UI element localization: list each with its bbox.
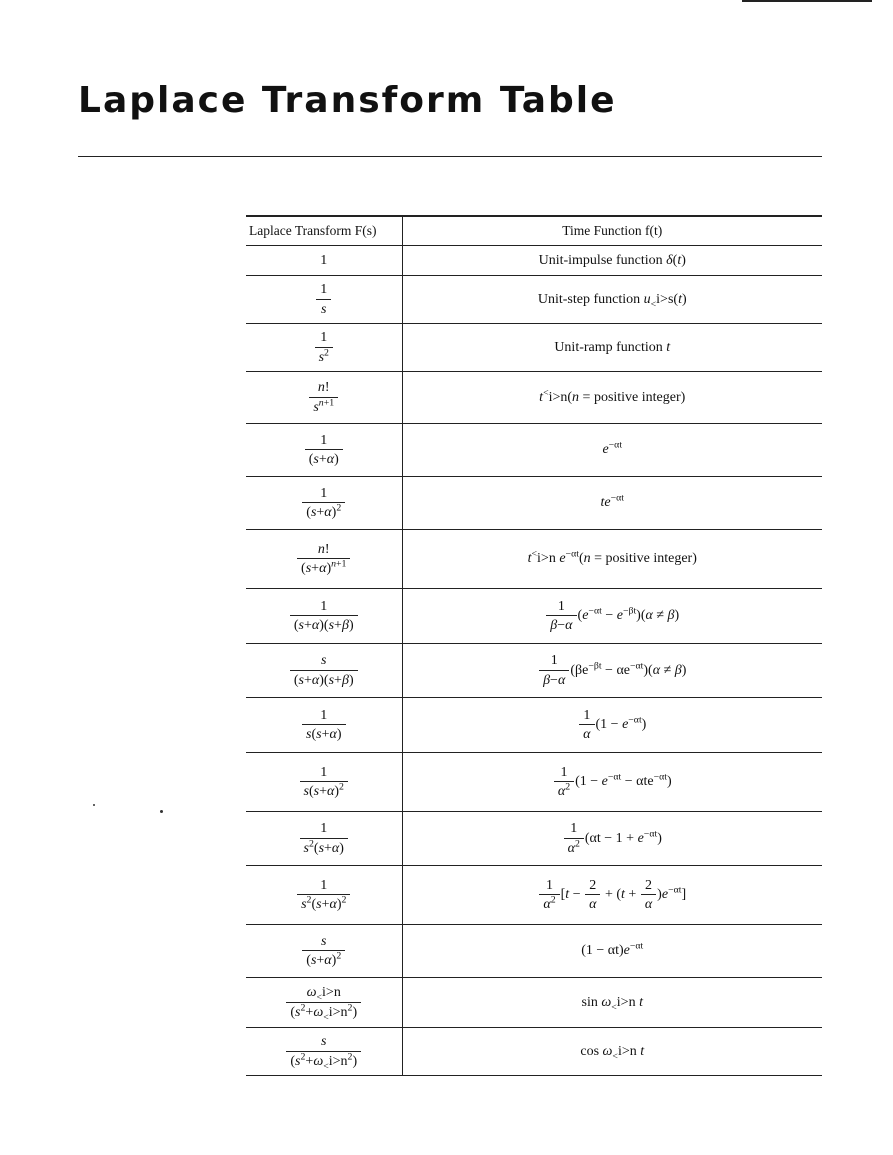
corner-rule bbox=[742, 0, 872, 2]
time-function-cell bbox=[402, 812, 822, 866]
table-row bbox=[246, 477, 822, 530]
transform-cell bbox=[246, 530, 402, 589]
time-function-cell bbox=[402, 1028, 822, 1076]
time-formula: Unit-ramp function t bbox=[554, 339, 671, 355]
laplace-formula: $\frac{s}{(s+\alpha)^2}$ bbox=[301, 943, 346, 958]
table-row bbox=[246, 698, 822, 753]
laplace-formula: $\frac{\omega_<i>n}{(s^2+\omega_<i>n^2)}$ bbox=[285, 995, 362, 1010]
time-formula: $\frac{1}{\alpha}$ $(1 - e^{-\alpha t})$ bbox=[578, 717, 646, 732]
time-function-cell bbox=[402, 589, 822, 644]
transform-cell bbox=[246, 978, 402, 1028]
table-row bbox=[246, 978, 822, 1028]
transform-cell bbox=[246, 812, 402, 866]
time-function-cell bbox=[402, 530, 822, 589]
time-function-cell bbox=[402, 276, 822, 324]
page-title: Laplace Transform Table bbox=[78, 80, 617, 121]
table-row bbox=[246, 372, 822, 424]
time-function-cell bbox=[402, 925, 822, 978]
laplace-formula: $\frac{s}{(s^2+\omega_<i>n^2)}$ bbox=[285, 1044, 362, 1059]
table-row bbox=[246, 812, 822, 866]
table-row bbox=[246, 1028, 822, 1076]
laplace-formula: 1 bbox=[320, 252, 328, 268]
laplace-formula: $\frac{1}{s(s+\alpha)}$ bbox=[301, 717, 347, 732]
time-formula: $\frac{1}{\alpha^2}$ [t − $\frac{2}{\alpha}$ + (t + $\frac{2}{\alpha}$ )$e^{-\alpha t}$] bbox=[538, 887, 686, 902]
time-formula: t<i>n $e^{-\alpha t}(n$ = positive integer) bbox=[527, 548, 697, 567]
laplace-formula: $\frac{1}{(s+\alpha)^2}$ bbox=[301, 495, 346, 510]
table-header-row bbox=[246, 216, 822, 246]
transform-cell bbox=[246, 424, 402, 477]
transform-cell bbox=[246, 753, 402, 812]
transform-cell bbox=[246, 324, 402, 372]
laplace-formula: $\frac{1}{s}$ bbox=[315, 292, 332, 307]
transform-cell bbox=[246, 1028, 402, 1076]
header-laplace-transform: Laplace Transform F(s) bbox=[246, 216, 402, 246]
transform-cell bbox=[246, 477, 402, 530]
table-row bbox=[246, 530, 822, 589]
time-function-cell bbox=[402, 477, 822, 530]
laplace-formula: $\frac{1}{s^2}$ bbox=[314, 340, 334, 355]
time-function-cell bbox=[402, 424, 822, 477]
transform-cell bbox=[246, 246, 402, 276]
table-row bbox=[246, 246, 822, 276]
transform-cell bbox=[246, 589, 402, 644]
table-row bbox=[246, 276, 822, 324]
table-row bbox=[246, 644, 822, 698]
time-function-cell bbox=[402, 644, 822, 698]
transform-cell bbox=[246, 372, 402, 424]
laplace-formula: $\frac{n!}{s^{n+1}}$ bbox=[308, 390, 339, 405]
time-formula: $\cos \omega_<i>n$ t bbox=[580, 1043, 645, 1062]
transform-cell bbox=[246, 644, 402, 698]
time-function-cell bbox=[402, 246, 822, 276]
laplace-formula: $\frac{1}{(s+\alpha)}$ bbox=[304, 442, 344, 457]
transform-cell bbox=[246, 276, 402, 324]
laplace-formula: $\frac{n!}{(s+\alpha)^{n+1}}$ bbox=[296, 551, 351, 566]
time-formula: t<i>n(n = positive integer) bbox=[539, 387, 686, 405]
time-function-cell bbox=[402, 698, 822, 753]
transform-cell bbox=[246, 925, 402, 978]
time-formula: Unit-impulse function δ(t) bbox=[538, 252, 686, 268]
time-formula: $\frac{1}{\alpha^2}$ $(\alpha t - 1 + e^{-\alpha t})$ bbox=[563, 831, 662, 846]
laplace-formula: $\frac{1}{s(s+\alpha)^2}$ bbox=[299, 774, 349, 789]
laplace-formula: $\frac{1}{s^2(s+\alpha)}$ bbox=[299, 831, 349, 846]
transform-cell bbox=[246, 866, 402, 925]
table-row bbox=[246, 925, 822, 978]
laplace-formula: $\frac{1}{(s+\alpha)(s+\beta)}$ bbox=[289, 608, 359, 623]
laplace-formula: $\frac{s}{(s+\alpha)(s+\beta)}$ bbox=[289, 663, 359, 678]
time-formula: $\sin \omega_<i>n$ t bbox=[581, 994, 643, 1013]
time-function-cell bbox=[402, 753, 822, 812]
time-function-cell bbox=[402, 866, 822, 925]
transform-cell bbox=[246, 698, 402, 753]
laplace-table bbox=[246, 215, 822, 1076]
time-formula: $\frac{1}{\alpha^2}$ $(1 - e^{-\alpha t} - \alpha te^{-\alpha t})$ bbox=[553, 774, 672, 789]
time-function-cell bbox=[402, 978, 822, 1028]
table-row bbox=[246, 866, 822, 925]
speck-mark bbox=[160, 810, 163, 813]
time-formula: $(1 - \alpha t)e^{-\alpha t}$ bbox=[581, 940, 644, 959]
table-row bbox=[246, 324, 822, 372]
time-formula: $\frac{1}{\beta-\alpha}$ $(\beta e^{-\beta t} - \alpha e^{-\alpha t})(\alpha \ne \beta)$ bbox=[538, 663, 686, 678]
time-formula: Unit-step function $u_<i>s(t)$ bbox=[537, 291, 687, 310]
speck-mark bbox=[93, 804, 95, 806]
time-function-cell bbox=[402, 372, 822, 424]
time-formula: $e^{-\alpha t}$ bbox=[602, 439, 623, 458]
laplace-formula: $\frac{1}{s^2(s+\alpha)^2}$ bbox=[296, 887, 351, 902]
time-formula: $\frac{1}{\beta-\alpha}$ $(e^{-\alpha t} - e^{-\beta t})(\alpha \ne \beta)$ bbox=[545, 608, 679, 623]
table-row bbox=[246, 589, 822, 644]
time-formula: $te^{-\alpha t}$ bbox=[600, 492, 624, 511]
table-row bbox=[246, 753, 822, 812]
time-function-cell bbox=[402, 324, 822, 372]
title-rule bbox=[78, 156, 822, 157]
table-row bbox=[246, 424, 822, 477]
header-time-function: Time Function f(t) bbox=[402, 216, 822, 246]
